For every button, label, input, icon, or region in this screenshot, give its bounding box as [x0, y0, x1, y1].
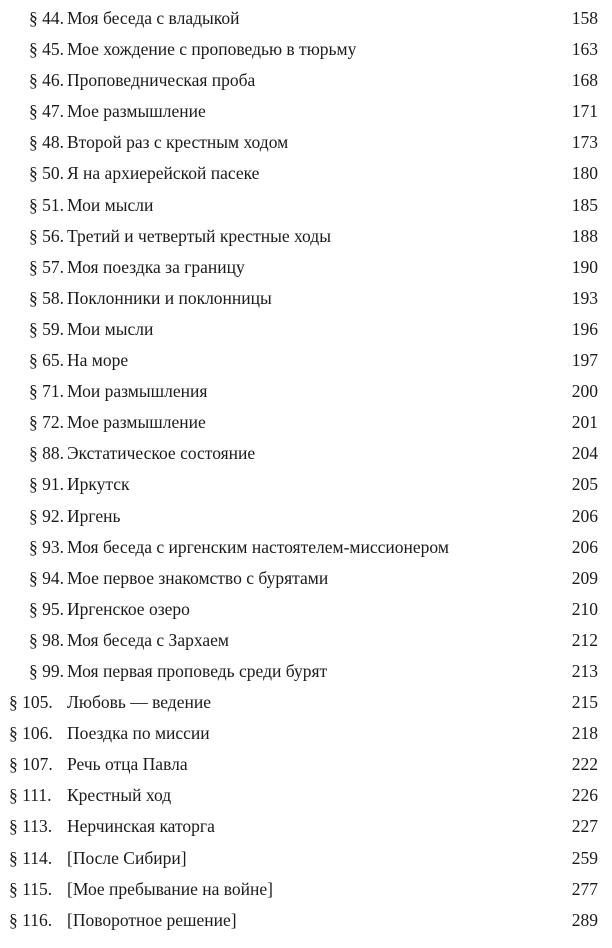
toc-entry-title: Мои мысли [67, 318, 154, 339]
toc-section-number: § 59. [29, 318, 64, 339]
toc-page-number: 173 [571, 132, 598, 153]
toc-page-number: 168 [571, 70, 598, 91]
toc-section-number: § 92. [29, 505, 64, 526]
toc-section-number: § 71. [29, 381, 64, 402]
toc-page-number: 277 [571, 878, 598, 899]
toc-entry-title: [Мое пребывание на войне] [67, 878, 274, 899]
toc-section-number: § 106. [9, 723, 53, 744]
toc-entry-title: Мое первое знакомство с бурятами [67, 567, 329, 588]
toc-entry-title: Моя первая проповедь среди бурят [67, 660, 328, 681]
toc-entry [0, 190, 612, 221]
toc-entry [0, 34, 612, 65]
toc-entry-title: Поклонники и поклонницы [67, 287, 272, 308]
toc-section-number: § 44. [29, 8, 64, 28]
toc-section-number: § 98. [29, 629, 64, 650]
toc-entry [0, 905, 612, 936]
toc-entry-title: Экстатическое состояние [67, 443, 256, 464]
toc-entry [0, 780, 612, 811]
toc-entry-title: Моя беседа с Зархаем [67, 629, 229, 650]
toc-section-number: § 65. [29, 350, 64, 371]
toc-entry-title: Третий и четвертый крестные ходы [67, 225, 331, 246]
toc-page-number: 197 [571, 350, 598, 371]
toc-entry-title: Иркутск [67, 474, 130, 495]
toc-entry-title: Поездка по миссии [67, 723, 210, 744]
toc-section-number: § 56. [29, 225, 64, 246]
toc-page-number: 158 [571, 8, 598, 28]
toc-section-number: § 93. [29, 536, 64, 557]
toc-page-number: 180 [571, 163, 598, 184]
toc-entry [0, 469, 612, 500]
toc-page-number: 218 [571, 723, 598, 744]
toc-section-number: § 57. [29, 256, 64, 277]
toc-section-number: § 72. [29, 412, 64, 433]
toc-page-number: 212 [571, 629, 598, 650]
toc-entry [0, 158, 612, 189]
toc-page-number: 193 [571, 287, 598, 308]
toc-section-number: § 94. [29, 567, 64, 588]
toc-entry [0, 221, 612, 252]
toc-entry-title: Иргенское озеро [67, 598, 190, 619]
toc-entry-title: Проповедническая проба [67, 70, 256, 91]
toc-entry [0, 532, 612, 563]
toc-section-number: § 99. [29, 660, 64, 681]
toc-entry-title: Нерчинская каторга [67, 816, 215, 837]
toc-entry [0, 252, 612, 283]
toc-entry [0, 314, 612, 345]
toc-page-number: 227 [571, 816, 598, 837]
toc-section-number: § 113. [9, 816, 53, 837]
toc-entry [0, 625, 612, 656]
toc-entry [0, 65, 612, 96]
toc-entry [0, 563, 612, 594]
toc-page-number: 200 [571, 381, 598, 402]
toc-entry [0, 345, 612, 376]
toc-section-number: § 95. [29, 598, 64, 619]
toc-entry-title: Моя беседа с владыкой [67, 8, 240, 28]
toc-entry [0, 749, 612, 780]
toc-entry-title: Речь отца Павла [67, 754, 188, 775]
toc-section-number: § 107. [9, 754, 53, 775]
toc-entry [0, 96, 612, 127]
toc-entry-title: Мои размышления [67, 381, 208, 402]
toc-entry [0, 687, 612, 718]
toc-page-number: 226 [571, 785, 598, 806]
toc-page-number: 204 [571, 443, 598, 464]
toc-page-number: 201 [571, 412, 598, 433]
toc-entry-title: Моя беседа с иргенским настоятелем-миссионером [67, 536, 449, 557]
toc-section-number: § 111. [9, 785, 52, 806]
toc-page-number: 222 [571, 754, 598, 775]
toc-section-number: § 48. [29, 132, 64, 153]
toc-entry-title: Моя поездка за границу [67, 256, 245, 277]
toc-entry-title: Второй раз с крестным ходом [67, 132, 289, 153]
table-of-contents [0, 3, 612, 936]
toc-entry [0, 718, 612, 749]
toc-entry [0, 656, 612, 687]
toc-entry-title: Я на архиерейской пасеке [67, 163, 260, 184]
toc-section-number: § 114. [9, 847, 53, 868]
toc-entry [0, 594, 612, 625]
toc-page-number: 196 [571, 318, 598, 339]
toc-entry [0, 438, 612, 469]
toc-entry [0, 407, 612, 438]
toc-page-number: 259 [571, 847, 598, 868]
toc-entry [0, 501, 612, 532]
toc-entry-title: Любовь — ведение [67, 692, 211, 713]
toc-page-number: 215 [571, 692, 598, 713]
toc-page-number: 206 [571, 505, 598, 526]
toc-entry-title: Иргень [67, 505, 121, 526]
toc-entry-title: Крестный ход [67, 785, 172, 806]
toc-section-number: § 116. [9, 909, 53, 930]
toc-section-number: § 115. [9, 878, 53, 899]
toc-section-number: § 91. [29, 474, 64, 495]
toc-page-number: 185 [571, 194, 598, 215]
toc-page-number: 163 [571, 39, 598, 60]
toc-entry-title: Мое размышление [67, 101, 206, 122]
toc-section-number: § 51. [29, 194, 64, 215]
toc-page-number: 188 [571, 225, 598, 246]
toc-page-number: 209 [571, 567, 598, 588]
toc-entry [0, 874, 612, 905]
toc-entry [0, 127, 612, 158]
toc-entry-title: Мое размышление [67, 412, 206, 433]
toc-section-number: § 45. [29, 39, 64, 60]
toc-page-number: 205 [571, 474, 598, 495]
toc-page-number: 213 [571, 660, 598, 681]
toc-entry-title: На море [67, 350, 129, 371]
toc-entry [0, 3, 612, 34]
toc-section-number: § 47. [29, 101, 64, 122]
toc-entry-title: Мое хождение с проповедью в тюрьму [67, 39, 357, 60]
toc-section-number: § 105. [9, 692, 53, 713]
toc-entry [0, 283, 612, 314]
toc-entry-title: [Поворотное решение] [67, 909, 237, 930]
toc-entry-title: [После Сибири] [67, 847, 187, 868]
toc-section-number: § 88. [29, 443, 64, 464]
toc-section-number: § 46. [29, 70, 64, 91]
toc-page-number: 171 [571, 101, 598, 122]
toc-section-number: § 58. [29, 287, 64, 308]
toc-page-number: 190 [571, 256, 598, 277]
toc-page-number: 206 [571, 536, 598, 557]
toc-page-number: 210 [571, 598, 598, 619]
toc-page-number: 289 [571, 909, 598, 930]
toc-entry-title: Мои мысли [67, 194, 154, 215]
toc-entry [0, 811, 612, 842]
toc-entry [0, 376, 612, 407]
toc-entry [0, 843, 612, 874]
toc-section-number: § 50. [29, 163, 64, 184]
